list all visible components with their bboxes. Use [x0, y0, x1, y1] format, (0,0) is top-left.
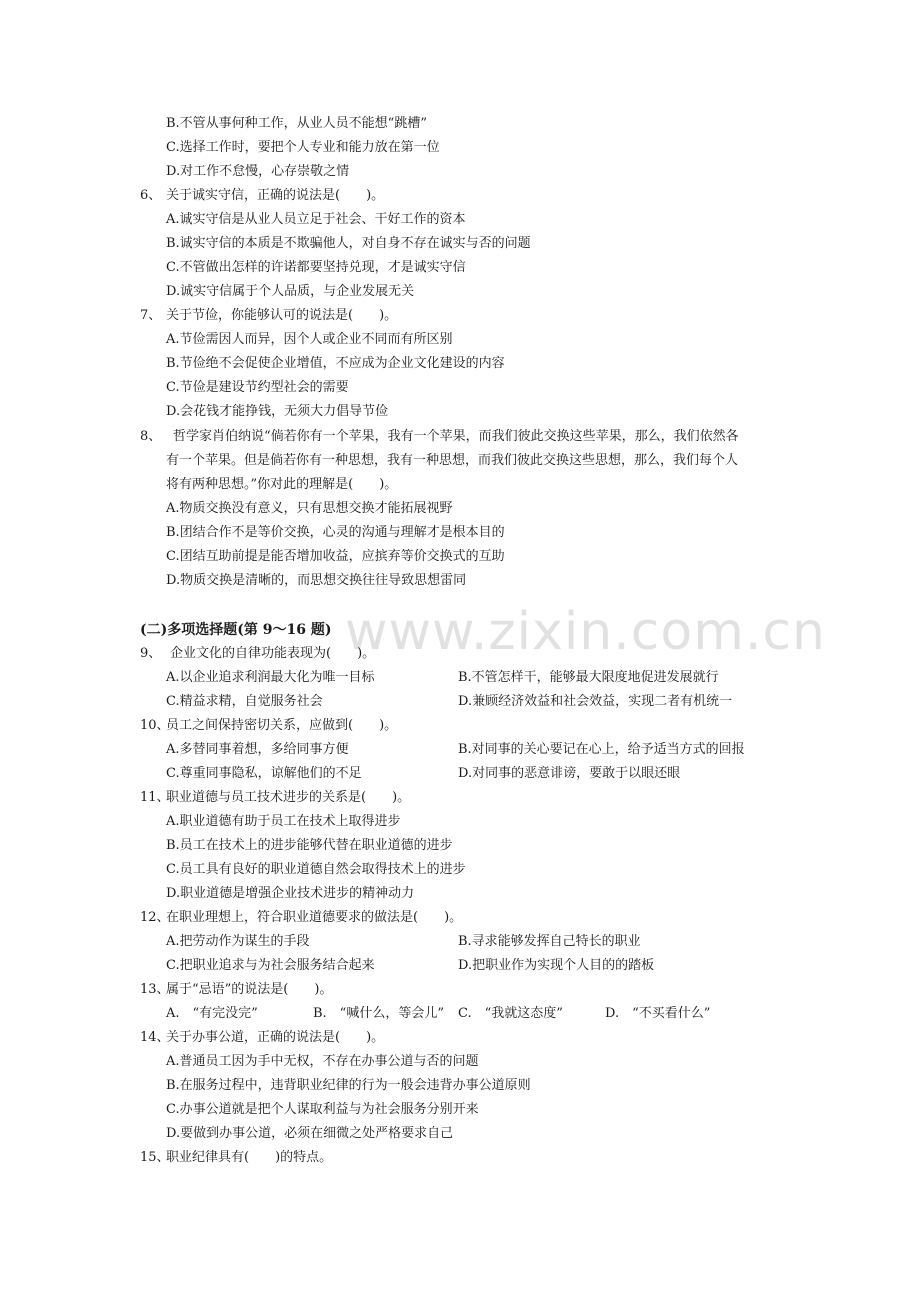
q7-option-c: C.节俭是建设节约型社会的需要 [166, 380, 349, 395]
q7-stem: 关于节俭，你能够认可的说法是( )。 [166, 308, 398, 323]
q9-stem: 企业文化的自律功能表现为( )。 [170, 646, 376, 661]
q7-number: 7、 [140, 308, 162, 323]
q11-option-a: A.职业道德有助于员工在技术上取得进步 [166, 814, 401, 829]
watermark: www.zixin.com.cn [345, 602, 826, 662]
q10-option-a: A.多替同事着想，多给同事方便 [166, 742, 349, 757]
q11-stem: 职业道德与员工技术进步的关系是( )。 [166, 790, 411, 805]
q8-option-a: A.物质交换没有意义，只有思想交换才能拓展视野 [166, 501, 453, 516]
q9-option-b: B.不管怎样干，能够最大限度地促进发展就行 [458, 670, 719, 685]
q8-stem-line: 有一个苹果。但是倘若你有一种思想，我有一种思想，而我们彼此交换这些思想，那么，我们每个人 [166, 453, 739, 468]
q8-option-c: C.团结互助前提是能否增加收益，应摈弃等价交换式的互助 [166, 549, 505, 564]
q8-option-b: B.团结合作不是等价交换，心灵的沟通与理解才是根本目的 [166, 525, 505, 540]
section-heading: (二)多项选择题(第 9～16 题) [140, 622, 332, 638]
q7-option-a: A.节俭需因人而异，因个人或企业不同而有所区别 [166, 332, 453, 347]
q12-number: 12、 [140, 910, 170, 925]
q6-option-d: D.诚实守信属于个人品质，与企业发展无关 [166, 284, 415, 299]
q14-stem: 关于办事公道，正确的说法是( )。 [166, 1030, 385, 1045]
q12-option-b: B.寻求能够发挥自己特长的职业 [458, 934, 641, 949]
q13-number: 13、 [140, 982, 170, 997]
q5-option-b: B.不管从事何种工作，从业人员不能想“跳槽” [166, 116, 427, 131]
q9-number: 9、 [140, 646, 162, 661]
q8-option-d: D.物质交换是清晰的，而思想交换往往导致思想雷同 [166, 573, 467, 588]
q6-option-a: A.诚实守信是从业人员立足于社会、干好工作的资本 [166, 212, 466, 227]
q15-number: 15、 [140, 1150, 170, 1165]
q13-option-d: D. “不买看什么” [605, 1006, 711, 1021]
q6-option-c: C.不管做出怎样的许诺都要坚持兑现，才是诚实守信 [166, 260, 466, 275]
q11-option-d: D.职业道德是增强企业技术进步的精神动力 [166, 886, 415, 901]
q13-option-a: A. “有完没完” [166, 1006, 258, 1021]
q9-option-a: A.以企业追求利润最大化为唯一目标 [166, 670, 375, 685]
q13-option-c: C. “我就这态度” [458, 1006, 563, 1021]
q13-stem: 属于“忌语”的说法是( )。 [166, 982, 333, 997]
q12-option-c: C.把职业追求与为社会服务结合起来 [166, 958, 375, 973]
q5-option-c: C.选择工作时，要把个人专业和能力放在第一位 [166, 140, 440, 155]
q8-stem-line: 哲学家肖伯纳说“倘若你有一个苹果，我有一个苹果，而我们彼此交换这些苹果，那么，我们依然各 [173, 429, 739, 444]
q12-option-a: A.把劳动作为谋生的手段 [166, 934, 310, 949]
q14-number: 14、 [140, 1030, 170, 1045]
q15-stem: 职业纪律具有( )的特点。 [166, 1150, 333, 1165]
q13-option-b: B. “喊什么，等会儿” [313, 1006, 444, 1021]
q7-option-d: D.会花钱才能挣钱，无须大力倡导节俭 [166, 404, 389, 419]
q6-number: 6、 [140, 188, 162, 203]
q8-number: 8、 [140, 429, 162, 444]
q14-option-b: B.在服务过程中，违背职业纪律的行为一般会违背办事公道原则 [166, 1078, 531, 1093]
q14-option-c: C.办事公道就是把个人谋取利益与为社会服务分别开来 [166, 1102, 479, 1117]
q11-option-b: B.员工在技术上的进步能够代替在职业道德的进步 [166, 838, 453, 853]
q10-stem: 员工之间保持密切关系，应做到( )。 [166, 718, 398, 733]
q9-option-c: C.精益求精，自觉服务社会 [166, 694, 323, 709]
q12-option-d: D.把职业作为实现个人目的的踏板 [458, 958, 655, 973]
q14-option-a: A.普通员工因为手中无权，不存在办事公道与否的问题 [166, 1054, 479, 1069]
q8-stem-line: 将有两种思想。”你对此的理解是( )。 [166, 477, 398, 492]
q11-option-c: C.员工具有良好的职业道德自然会取得技术上的进步 [166, 862, 466, 877]
q11-number: 11、 [140, 790, 170, 805]
q14-option-d: D.要做到办事公道，必须在细微之处严格要求自己 [166, 1126, 454, 1141]
q10-number: 10、 [140, 718, 170, 733]
q10-option-b: B.对同事的关心要记在心上，给予适当方式的回报 [458, 742, 745, 757]
q6-option-b: B.诚实守信的本质是不欺骗他人，对自身不存在诚实与否的问题 [166, 236, 531, 251]
q9-option-d: D.兼顾经济效益和社会效益，实现二者有机统一 [458, 694, 733, 709]
q7-option-b: B.节俭绝不会促使企业增值，不应成为企业文化建设的内容 [166, 356, 505, 371]
q10-option-c: C.尊重同事隐私，谅解他们的不足 [166, 766, 362, 781]
q12-stem: 在职业理想上，符合职业道德要求的做法是( )。 [166, 910, 463, 925]
q10-option-d: D.对同事的恶意诽谤，要敢于以眼还眼 [458, 766, 681, 781]
q5-option-d: D.对工作不怠慢，心存崇敬之情 [166, 164, 350, 179]
q6-stem: 关于诚实守信，正确的说法是( )。 [166, 188, 385, 203]
